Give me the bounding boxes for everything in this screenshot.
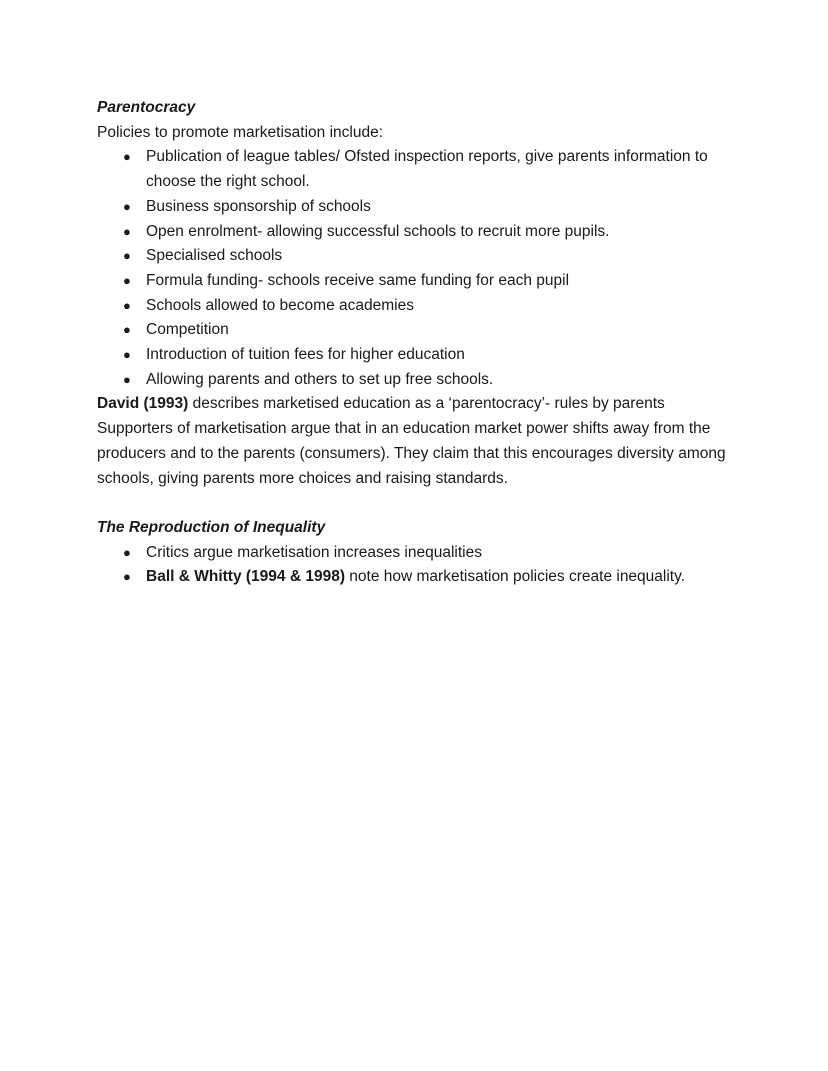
list-item <box>123 368 737 393</box>
bullet-icon: ● <box>123 149 131 165</box>
list-item <box>123 541 737 566</box>
list-item-text: Competition <box>146 321 229 339</box>
list-item <box>123 269 737 294</box>
list-item-text: Business sponsorship of schools <box>146 197 371 215</box>
list-item <box>123 318 737 343</box>
list-item-text: Schools allowed to become academies <box>146 296 414 314</box>
list-item-text: Specialised schools <box>146 247 283 265</box>
list-item <box>123 145 737 194</box>
bullet-icon: ● <box>123 347 131 363</box>
supporters-paragraph: Supporters of marketisation argue that in an education market power shifts away from the producers and to the parents (consumers). They claim that this encourages diversity among schools, giving parents more choices and raising standards. <box>97 420 726 487</box>
bullet-icon: ● <box>123 322 131 338</box>
section-heading-inequality: The Reproduction of Inequality <box>97 518 326 536</box>
bullet-icon: ● <box>123 272 131 288</box>
list-item-text: Critics argue marketisation increases inequalities <box>146 543 482 561</box>
bullet-icon: ● <box>123 223 131 239</box>
section-heading-parentocracy: Parentocracy <box>97 99 196 116</box>
list-item <box>123 343 737 368</box>
list-item-text: Publication of league tables/ Ofsted inspection reports, give parents information to choose the right school. <box>146 148 708 191</box>
bullet-icon: ● <box>123 198 131 214</box>
list-item <box>123 195 737 220</box>
ball-whitty-citation: Ball & Whitty (1994 & 1998) <box>146 568 345 586</box>
david-text: describes marketised education as a ‘parentocracy’- rules by parents <box>188 395 665 413</box>
list-item-text: Allowing parents and others to set up free schools. <box>146 370 494 388</box>
bullet-icon: ● <box>123 544 131 560</box>
list-item-text: note how marketisation policies create inequality. <box>344 568 686 586</box>
inequality-list <box>97 541 737 590</box>
list-item <box>123 220 737 245</box>
list-item <box>123 244 737 269</box>
intro-text: Policies to promote marketisation include: <box>97 123 384 141</box>
list-item <box>123 294 737 319</box>
bullet-icon: ● <box>123 371 131 387</box>
list-item-text: Open enrolment- allowing successful schools to recruit more pupils. <box>146 222 610 240</box>
list-item <box>123 565 737 590</box>
list-item-text: Formula funding- schools receive same funding for each pupil <box>146 271 570 289</box>
david-paragraph <box>97 392 737 417</box>
david-citation: David (1993) <box>97 395 189 413</box>
bullet-icon: ● <box>123 297 131 313</box>
document-page <box>97 96 737 590</box>
marketisation-policies-list <box>97 145 737 392</box>
bullet-icon: ● <box>123 569 131 585</box>
bullet-icon: ● <box>123 248 131 264</box>
paragraph-gap <box>97 491 737 516</box>
list-item-text: Introduction of tuition fees for higher education <box>146 346 465 364</box>
